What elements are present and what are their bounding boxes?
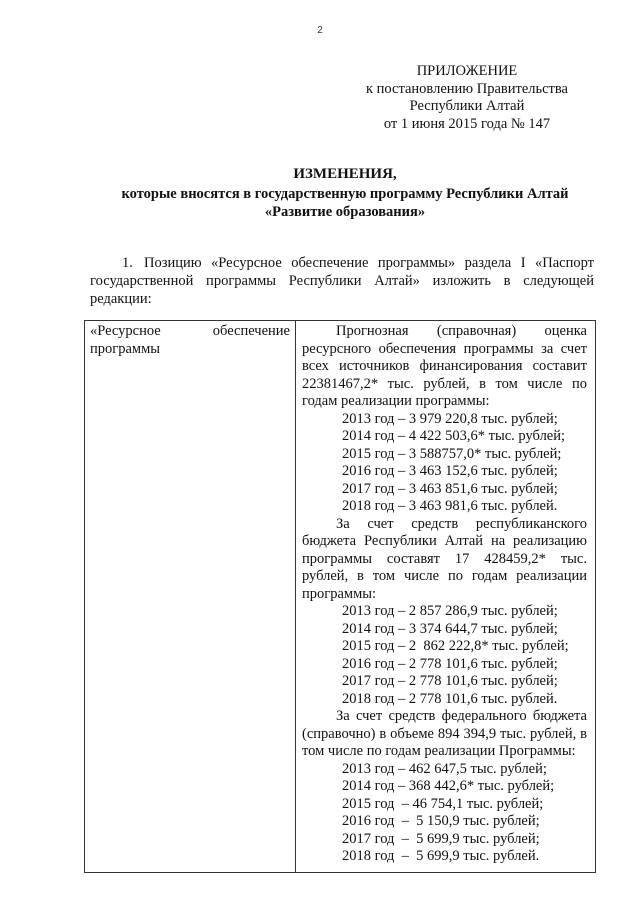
- year-line: 2015 год – 2 862 222,8* тыс. рублей;: [342, 638, 569, 654]
- appendix-title: ПРИЛОЖЕНИЕ: [416, 63, 518, 79]
- year-line: 2014 год – 4 422 503,6* тыс. рублей;: [342, 428, 566, 444]
- appendix-block: [340, 63, 594, 133]
- appendix-line-3: от 1 июня 2015 года № 147: [383, 115, 551, 132]
- intro-paragraph: [90, 254, 594, 308]
- page-number: 2: [317, 25, 323, 36]
- table-label-cell: «Ресурсное обеспечение программы: [85, 321, 296, 873]
- year-line: 2016 год – 2 778 101,6 тыс. рублей;: [342, 655, 558, 672]
- year-line: 2016 год – 3 463 152,6 тыс. рублей;: [342, 463, 558, 479]
- year-line: 2017 год – 5 699,9 тыс. рублей;: [342, 830, 540, 847]
- appendix-line-1: к постановлению Правительства: [366, 80, 568, 97]
- year-line: 2018 год – 5 699,9 тыс. рублей.: [342, 848, 540, 864]
- resource-table: [84, 320, 596, 873]
- year-line: 2016 год – 5 150,9 тыс. рублей;: [342, 813, 540, 829]
- year-line: 2013 год – 2 857 286,9 тыс. рублей;: [342, 603, 558, 619]
- year-line: 2013 год – 462 647,5 тыс. рублей;: [342, 760, 547, 777]
- table-row: [85, 321, 596, 873]
- total-paragraph: Прогнозная (справочная) оценка ресурсного обеспечения программы за счет всех источников финансирования составит 22381467,2* тыс. рублей, в том числе по годам реализации программы:: [302, 323, 587, 409]
- heading-title: ИЗМЕНЕНИЯ,: [293, 166, 397, 182]
- year-line: 2018 год – 2 778 101,6 тыс. рублей.: [342, 690, 558, 707]
- year-line: 2018 год – 3 463 981,6 тыс. рублей.: [342, 498, 558, 514]
- year-line: 2013 год – 3 979 220,8 тыс. рублей;: [342, 410, 558, 427]
- year-line: 2017 год – 2 778 101,6 тыс. рублей;: [342, 673, 558, 689]
- table-body-cell: [296, 321, 596, 873]
- year-line: 2015 год – 3 588757,0* тыс. рублей;: [342, 445, 562, 462]
- heading-line-1: которые вносятся в государственную программу Республики Алтай: [121, 186, 569, 202]
- year-line: 2015 год – 46 754,1 тыс. рублей;: [342, 795, 544, 812]
- intro-text: Позицию «Ресурсное обеспечение программы» раздела I «Паспорт государственной программы Республики Алтай» изложить в следующей редакции:: [90, 255, 594, 307]
- year-line: 2017 год – 3 463 851,6 тыс. рублей;: [342, 480, 558, 497]
- republic-paragraph: За счет средств республиканского бюджета Республики Алтай на реализацию программы составят 17 428459,2* тыс. рублей, в том числе по годам реализации программы:: [302, 515, 587, 602]
- intro-number: 1.: [122, 255, 133, 271]
- year-line: 2014 год – 3 374 644,7 тыс. рублей;: [342, 620, 558, 637]
- federal-paragraph: За счет средств федерального бюджета (справочно) в объеме 894 394,9 тыс. рублей, в том числе по годам реализации Программы:: [302, 708, 587, 759]
- document-heading: [80, 165, 610, 221]
- heading-line-2: «Развитие образования»: [264, 204, 426, 220]
- year-line: 2014 год – 368 442,6* тыс. рублей;: [342, 778, 555, 794]
- appendix-line-2: Республики Алтай: [409, 98, 525, 114]
